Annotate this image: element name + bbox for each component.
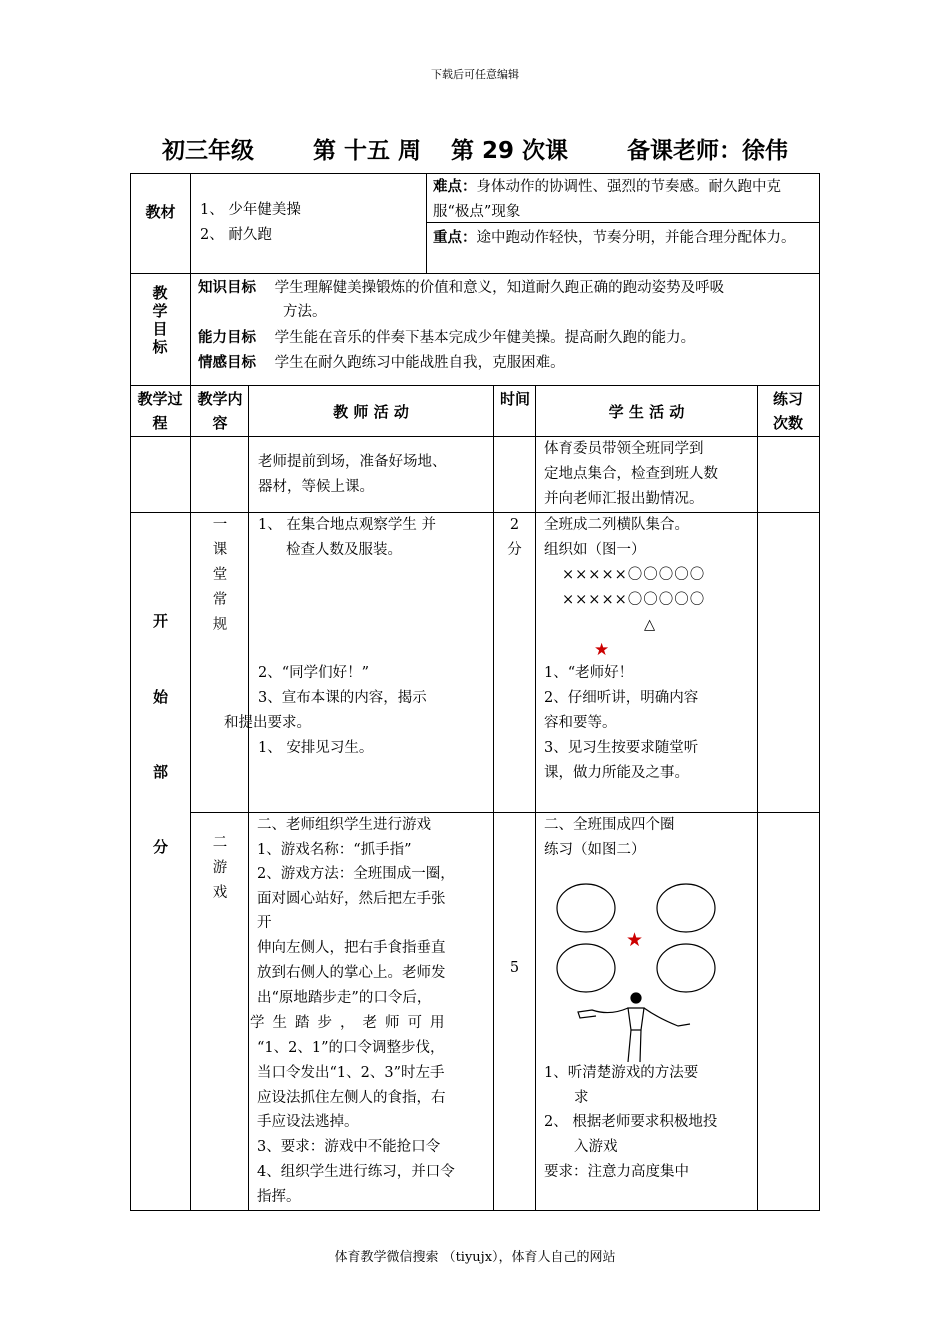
objectives-label: 教学目标 <box>152 284 168 356</box>
routine-teacher-1: 1、 在集合地点观察学生 并 <box>258 517 436 533</box>
knowledge-text: 学生理解健美操锻炼的价值和意义，知道耐久跑正确的跑动姿势及呼吸 <box>274 280 725 296</box>
col-content: 教学内容 <box>197 390 243 432</box>
routine-char-1: 一 <box>212 517 228 533</box>
key-text: 途中跑动作轻快，节奏分明，并能合理分配体力。 <box>476 230 796 246</box>
game-student-2: 练习（如图二） <box>544 842 646 858</box>
game-teacher-2: 1、游戏名称：“抓手指” <box>257 842 412 858</box>
game-teacher-5: 开 <box>257 915 272 931</box>
game-student-1: 二、全班围成四个圈 <box>544 817 675 833</box>
game-teacher-13: 手应设法逃掉。 <box>257 1114 359 1130</box>
game-teacher-11: 当口令发出“1、2、3”时左手 <box>257 1065 445 1081</box>
section-char-2: 始 <box>152 688 168 706</box>
pre-student-1: 体育委员带领全班同学到 <box>544 441 704 457</box>
routine-char-5: 规 <box>212 617 228 633</box>
materials-label: 教材 <box>145 203 176 221</box>
pre-student-3: 并向老师汇报出勤情况。 <box>544 491 704 507</box>
difficulty <box>433 174 815 225</box>
difficulty-label: 难点： <box>433 178 477 195</box>
game-teacher-1: 二、老师组织学生进行游戏 <box>257 817 431 833</box>
footer-note: 体育教学微信搜索 （tiyujx），体育人自己的网站 <box>334 1250 616 1265</box>
key-label: 重点： <box>433 229 477 246</box>
pre-teacher-1: 老师提前到场，准备好场地、 <box>258 454 447 470</box>
ability-text: 学生能在音乐的伴奏下基本完成少年健美操。提高耐久跑的能力。 <box>274 330 696 346</box>
difficulty-text: 身体动作的协调性、强烈的节奏感。耐久跑中克服“极点”现象 <box>433 179 781 220</box>
section-char-1: 开 <box>152 612 168 630</box>
col-student: 学 生 活 动 <box>608 403 685 421</box>
title-teacher: 备课老师：徐伟 <box>627 138 789 164</box>
routine-student-2: 组织如（图一） <box>544 542 646 558</box>
game-teacher-15: 4、组织学生进行练习，并口令 <box>257 1164 455 1180</box>
game-teacher-9: 学生踏步，老师可用 <box>250 1015 453 1031</box>
game-student-5: 2、 根据老师要求积极地投 <box>544 1114 718 1130</box>
material-item-2: 2、 耐久跑 <box>200 227 272 243</box>
game-teacher-7: 放到右侧人的掌心上。老师发 <box>257 965 446 981</box>
pre-student-2: 定地点集合，检查到班人数 <box>544 466 718 482</box>
routine-teacher-3: 2、“同学们好！” <box>258 665 370 681</box>
game-teacher-3: 2、游戏方法：全班围成一圈， <box>257 866 455 882</box>
teacher-figure-icon <box>578 993 690 1062</box>
game-time: 5 <box>509 960 520 976</box>
routine-student-7: 课，做力所能及之事。 <box>544 765 689 781</box>
routine-teacher-5: 和提出要求。 <box>224 715 311 731</box>
section-char-4: 分 <box>152 838 168 856</box>
game-student-3: 1、听清楚游戏的方法要 <box>544 1065 699 1081</box>
section-char-3: 部 <box>152 763 168 781</box>
col-teacher: 教 师 活 动 <box>333 403 409 421</box>
key-point <box>433 225 815 251</box>
ability-label: 能力目标 <box>198 329 256 346</box>
game-teacher-10: “1、2、1”的口令调整步伐， <box>257 1040 445 1056</box>
game-teacher-12: 应设法抓住左侧人的食指，右 <box>257 1090 446 1106</box>
routine-teacher-4: 3、宣布本课的内容，揭示 <box>258 690 427 706</box>
objective-knowledge <box>198 275 724 301</box>
title-grade: 初三年级 <box>161 138 254 164</box>
col-count: 练习次数 <box>772 390 803 432</box>
routine-char-4: 常 <box>212 592 228 608</box>
routine-char-3: 堂 <box>212 567 228 583</box>
emotion-text: 学生在耐久跑练习中能战胜自我，克服困难。 <box>274 355 565 371</box>
circle-group-3 <box>557 944 615 992</box>
title-week: 第 十五 周 <box>312 138 421 164</box>
title-lesson: 第 29 次课 <box>451 138 569 164</box>
objective-ability <box>198 325 695 351</box>
pre-teacher-2: 器材，等候上课。 <box>258 479 374 495</box>
game-char-1: 二 <box>212 835 228 851</box>
routine-time-1: 2 <box>509 517 520 533</box>
routine-teacher-6: 1、 安排见习生。 <box>258 740 374 756</box>
game-teacher-4: 面对圆心站好，然后把左手张 <box>257 891 446 907</box>
formation-row-1: ×××××〇〇〇〇〇 <box>562 567 706 583</box>
game-char-3: 戏 <box>212 885 228 901</box>
routine-teacher-2: 检查人数及服装。 <box>286 542 402 558</box>
game-teacher-8: 出“原地踏步走”的口令后， <box>257 990 432 1006</box>
routine-time-2: 分 <box>507 542 522 558</box>
teacher-position-mark: △ <box>644 617 656 633</box>
col-process: 教学过程 <box>137 390 183 432</box>
knowledge-label: 知识目标 <box>198 279 256 296</box>
center-star-icon: ★ <box>626 929 644 951</box>
circle-group-2 <box>657 884 715 932</box>
routine-student-3: 1、“老师好！ <box>544 665 634 681</box>
routine-student-1: 全班成二列横队集合。 <box>544 517 689 533</box>
game-char-2: 游 <box>212 860 228 876</box>
material-item-1: 1、 少年健美操 <box>200 202 301 218</box>
header-note: 下载后可任意编辑 <box>431 68 519 81</box>
game-teacher-16: 指挥。 <box>257 1189 301 1205</box>
game-student-6: 入游戏 <box>574 1139 618 1155</box>
routine-char-2: 课 <box>212 542 228 558</box>
game-student-7: 要求：注意力高度集中 <box>544 1164 689 1180</box>
circle-group-1 <box>557 884 615 932</box>
star-icon: ★ <box>594 640 610 660</box>
game-teacher-14: 3、要求：游戏中不能抢口令 <box>257 1139 441 1155</box>
formation-row-2: ×××××〇〇〇〇〇 <box>562 592 706 608</box>
knowledge-text-cont: 方法。 <box>283 304 327 320</box>
emotion-label: 情感目标 <box>198 354 256 371</box>
routine-student-5: 容和要等。 <box>544 715 617 731</box>
page-title <box>0 132 950 165</box>
game-teacher-6: 伸向左侧人，把右手食指垂直 <box>257 940 446 956</box>
game-student-4: 求 <box>574 1090 589 1106</box>
routine-student-6: 3、见习生按要求随堂听 <box>544 740 699 756</box>
objective-emotion <box>198 350 565 376</box>
routine-student-4: 2、仔细听讲，明确内容 <box>544 690 699 706</box>
col-time: 时间 <box>500 390 531 408</box>
game-circles-diagram <box>540 870 755 1065</box>
circle-group-4 <box>657 944 715 992</box>
